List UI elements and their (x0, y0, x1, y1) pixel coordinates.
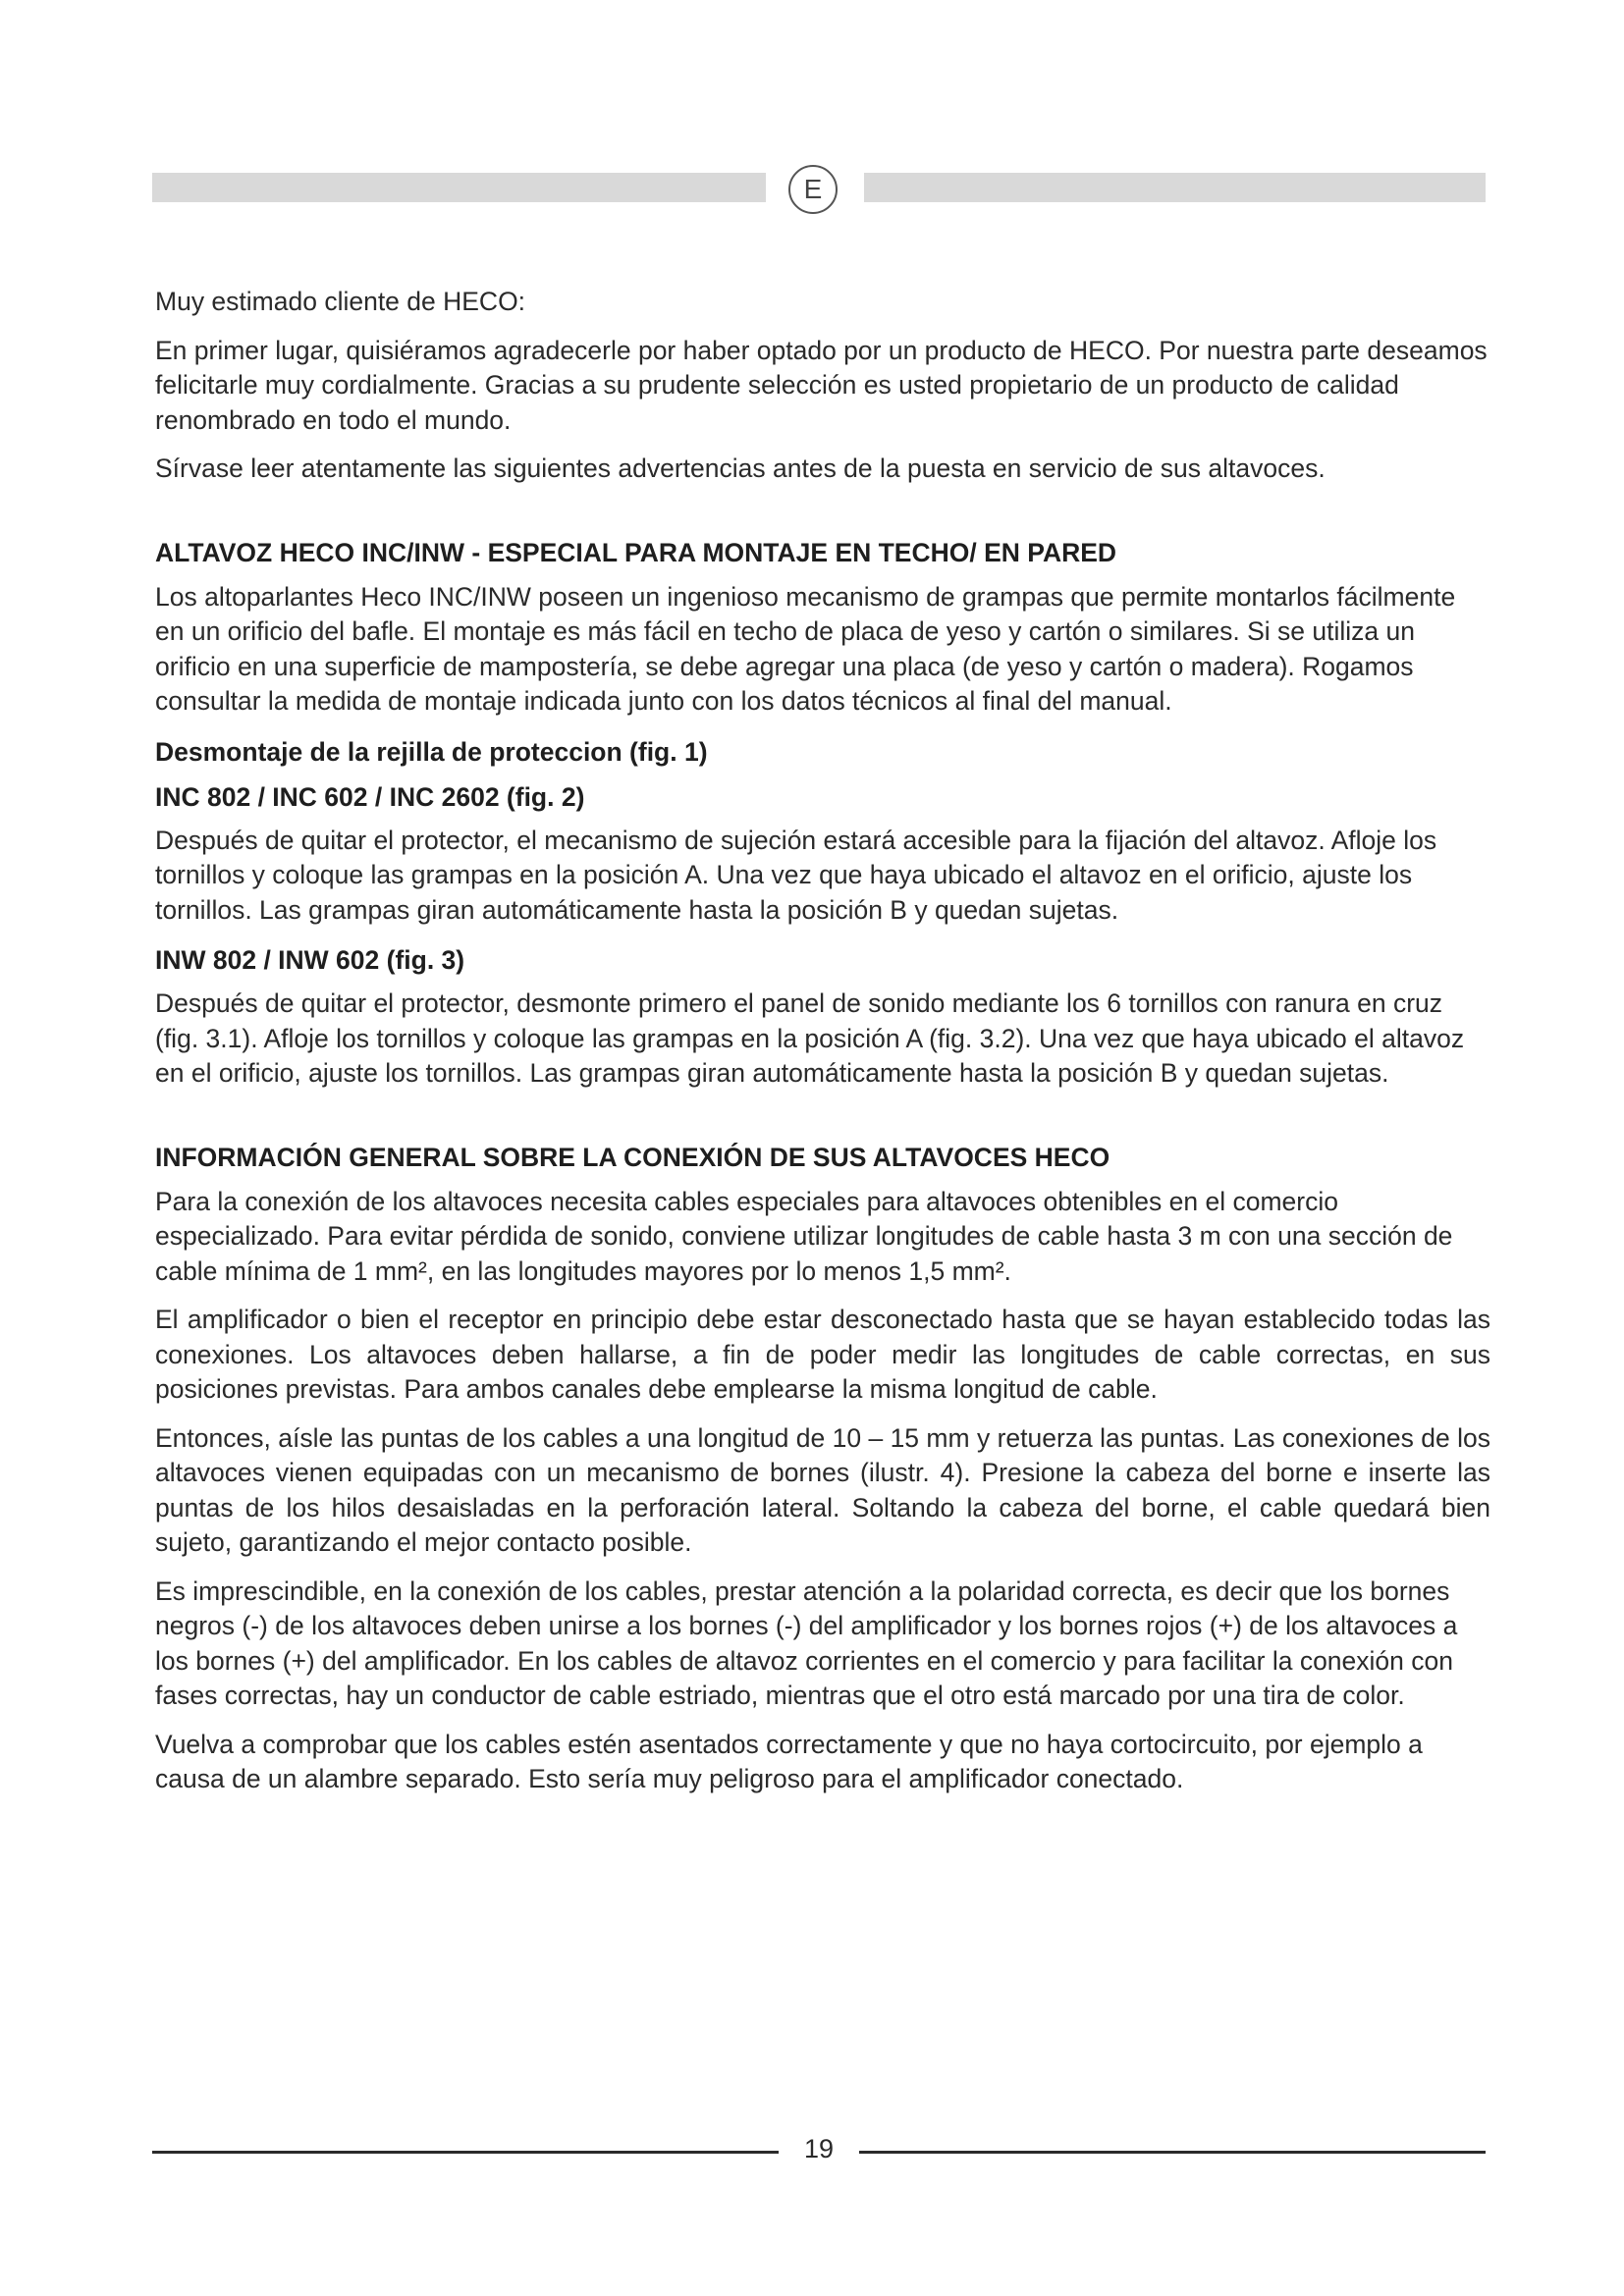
connection-paragraph-5: Vuelva a comprobar que los cables estén asentados correctamente y que no haya cortocircuito, por ejemplo a causa de un alambre separado. Esto sería muy peligroso para el amplificador conectado. (155, 1729, 1423, 1793)
connection-paragraph-2: El amplificador o bien el receptor en principio debe estar desconectado hasta que se hayan establecido todas las conexiones. Los altavoces deben hallarse, a fin de poder medir las longitudes de cable correctas, en sus posiciones previstas. Para ambos canales debe emplearse la misma longitud de cable. (155, 1305, 1490, 1404)
language-badge: E (788, 165, 838, 214)
inc-instructions: Después de quitar el protector, el mecanismo de sujeción estará accesible para la fijación del altavoz. Afloje los tornillos y coloque las grampas en la posición A. Una vez que haya ubicado el altavoz en el orificio, ajuste los tornillos. Las grampas giran automáticamente hasta la posición B y quedan sujetas. (155, 825, 1437, 925)
connection-paragraph-1: Para la conexión de los altavoces necesita cables especiales para altavoces obtenibles en el comercio especializado. Para evitar pérdida de sonido, conviene utilizar longitudes de cable hasta 3 m con una sección de cable mínima de 1 mm², en las longitudes mayores por lo menos 1,5 mm². (155, 1186, 1453, 1286)
page-content (155, 285, 1490, 1811)
greeting: Muy estimado cliente de HECO: (155, 287, 526, 316)
connection-paragraph-3: Entonces, aísle las puntas de los cables a una longitud de 10 – 15 mm y retuerza las puntas. Las conexiones de los altavoces vienen equipadas con un mecanismo de bornes (ilustr. 4). Presione la cabeza del borne e inserte las puntas de los hilos desaisladas en la perforación lateral. Soltando la cabeza del borne, el cable quedará bien sujeto, garantizando el mejor contacto posible. (155, 1422, 1490, 1557)
intro-paragraph-1: En primer lugar, quisiéramos agradecerle por haber optado por un producto de HECO. Por nuestra parte deseamos felicitarle muy cordialmente. Gracias a su prudente selección es usted propietario de un producto de calidad renombrado en todo el mundo. (155, 335, 1488, 435)
header-bar-right (864, 173, 1486, 202)
connection-paragraph-4: Es imprescindible, en la conexión de los cables, prestar atención a la polaridad correcta, es decir que los bornes negros (-) de los altavoces deben unirse a los bornes (-) del amplificador y los bornes rojos (+) de los altavoces a los bornes (+) del amplificador. En los cables de altavoz corrientes en el comercio y para facilitar la conexión con fases correctas, hay un conductor de cable estriado, mientras que el otro está marcado por una tira de color. (155, 1575, 1458, 1710)
header-bar-left (152, 173, 766, 202)
inw-instructions: Después de quitar el protector, desmonte primero el panel de sonido mediante los 6 tornillos con ranura en cruz (fig. 3.1). Afloje los tornillos y coloque las grampas en la posición A (fig. 3.2). Una vez que haya ubicado el altavoz en el orificio, ajuste los tornillos. Las grampas giran automáticamente hasta la posición B y quedan sujetas. (155, 988, 1465, 1088)
section-heading-connection: INFORMACIÓN GENERAL SOBRE LA CONEXIÓN DE SUS ALTAVOCES HECO (155, 1142, 1110, 1172)
language-header-bar (152, 173, 1486, 202)
subheading-inc-models: INC 802 / INC 602 / INC 2602 (fig. 2) (155, 781, 585, 812)
subheading-grille-removal: Desmontaje de la rejilla de proteccion (fig. 1) (155, 736, 708, 767)
subheading-inw-models: INW 802 / INW 602 (fig. 3) (155, 945, 465, 975)
mounting-paragraph: Los altoparlantes Heco INC/INW poseen un ingenioso mecanismo de grampas que permite montarlos fácilmente en un orificio del bafle. El montaje es más fácil en techo de placa de yeso y cartón o similares. Si se utiliza un orificio en una superficie de mampostería, se debe agregar una placa (de yeso y cartón o madera). Rogamos consultar la medida de montaje indicada junto con los datos técnicos al final del manual. (155, 581, 1456, 716)
intro-paragraph-2: Sírvase leer atentamente las siguientes advertencias antes de la puesta en servicio de sus altavoces. (155, 454, 1326, 483)
footer-rule-right (859, 2151, 1486, 2154)
section-heading-mounting: ALTAVOZ HECO INC/INW - ESPECIAL PARA MONTAJE EN TECHO/ EN PARED (155, 537, 1117, 567)
page-footer (152, 2133, 1486, 2172)
page-number: 19 (803, 2134, 835, 2163)
